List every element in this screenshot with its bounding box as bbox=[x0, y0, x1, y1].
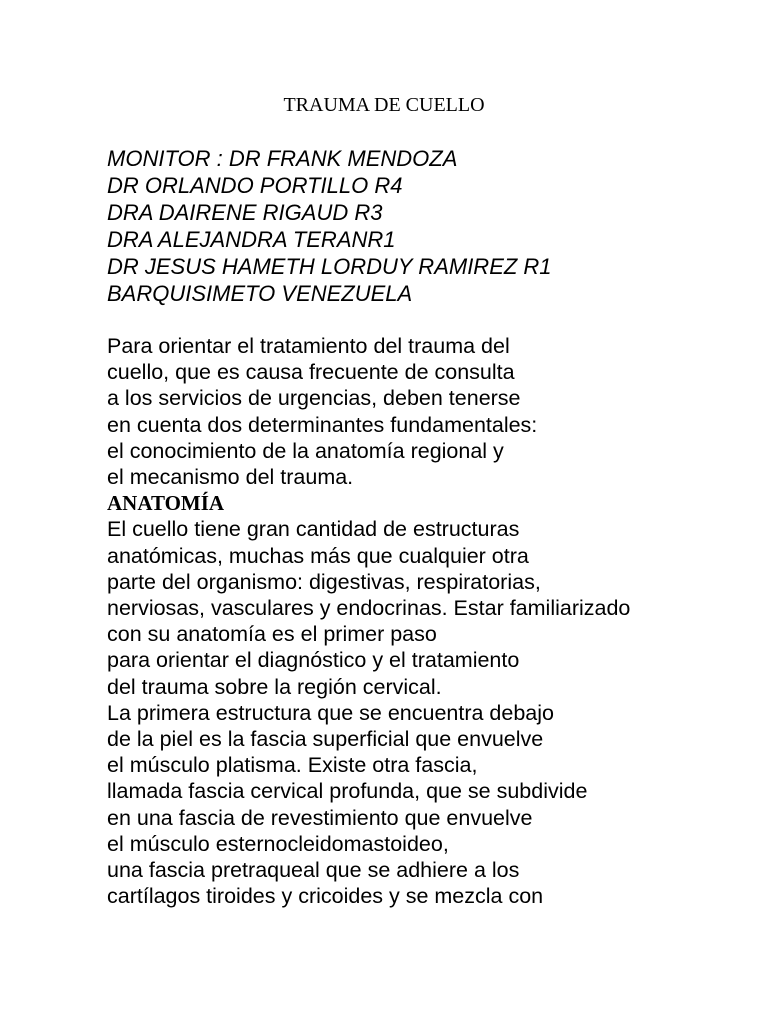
intro-line: Para orientar el tratamiento del trauma del bbox=[107, 334, 510, 358]
author-line: MONITOR : DR FRANK MENDOZA bbox=[107, 146, 458, 171]
section-line: La primera estructura que se encuentra debajo bbox=[107, 700, 554, 725]
section-line: con su anatomía es el primer paso bbox=[107, 622, 437, 647]
author-line: DR JESUS HAMETH LORDUY RAMIREZ R1 bbox=[107, 254, 552, 279]
document-title: TRAUMA DE CUELLO bbox=[283, 94, 485, 116]
intro-line: en cuenta dos determinantes fundamentales: bbox=[107, 412, 538, 437]
location-line: BARQUISIMETO VENEZUELA bbox=[107, 281, 413, 306]
section-line: de la piel es la fascia superficial que envuelve bbox=[107, 727, 544, 752]
author-line: DRA DAIRENE RIGAUD R3 bbox=[107, 200, 383, 225]
section-line: cartílagos tiroides y cricoides y se mezcla con bbox=[107, 884, 544, 909]
section-line: parte del organismo: digestivas, respiratorias, bbox=[107, 569, 541, 594]
section-line: una fascia pretraqueal que se adhiere a los bbox=[107, 858, 520, 883]
author-list bbox=[107, 145, 552, 307]
section-line: anatómicas, muchas más que cualquier otra bbox=[107, 543, 529, 568]
section-line: nerviosas, vasculares y endocrinas. Estar familiarizado bbox=[107, 596, 631, 621]
body-text bbox=[107, 333, 630, 909]
section-line: en una fascia de revestimiento que envuelve bbox=[107, 805, 533, 830]
author-line: DR ORLANDO PORTILLO R4 bbox=[107, 173, 403, 198]
intro-line: el mecanismo del trauma. bbox=[107, 465, 354, 490]
section-line: para orientar el diagnóstico y el tratamiento bbox=[107, 648, 520, 673]
section-line: el músculo platisma. Existe otra fascia, bbox=[107, 753, 478, 778]
section-line: llamada fascia cervical profunda, que se subdivide bbox=[107, 779, 588, 804]
intro-line: el conocimiento de la anatomía regional y bbox=[107, 438, 504, 463]
intro-line: a los servicios de urgencias, deben tenerse bbox=[107, 386, 521, 411]
section-line: del trauma sobre la región cervical. bbox=[107, 674, 442, 699]
section-heading: ANATOMÍA bbox=[107, 491, 225, 516]
section-line: El cuello tiene gran cantidad de estructuras bbox=[107, 517, 520, 542]
intro-line: cuello, que es causa frecuente de consulta bbox=[107, 360, 515, 385]
author-line: DRA ALEJANDRA TERANR1 bbox=[107, 227, 396, 252]
section-line: el músculo esternocleidomastoideo, bbox=[107, 831, 449, 856]
